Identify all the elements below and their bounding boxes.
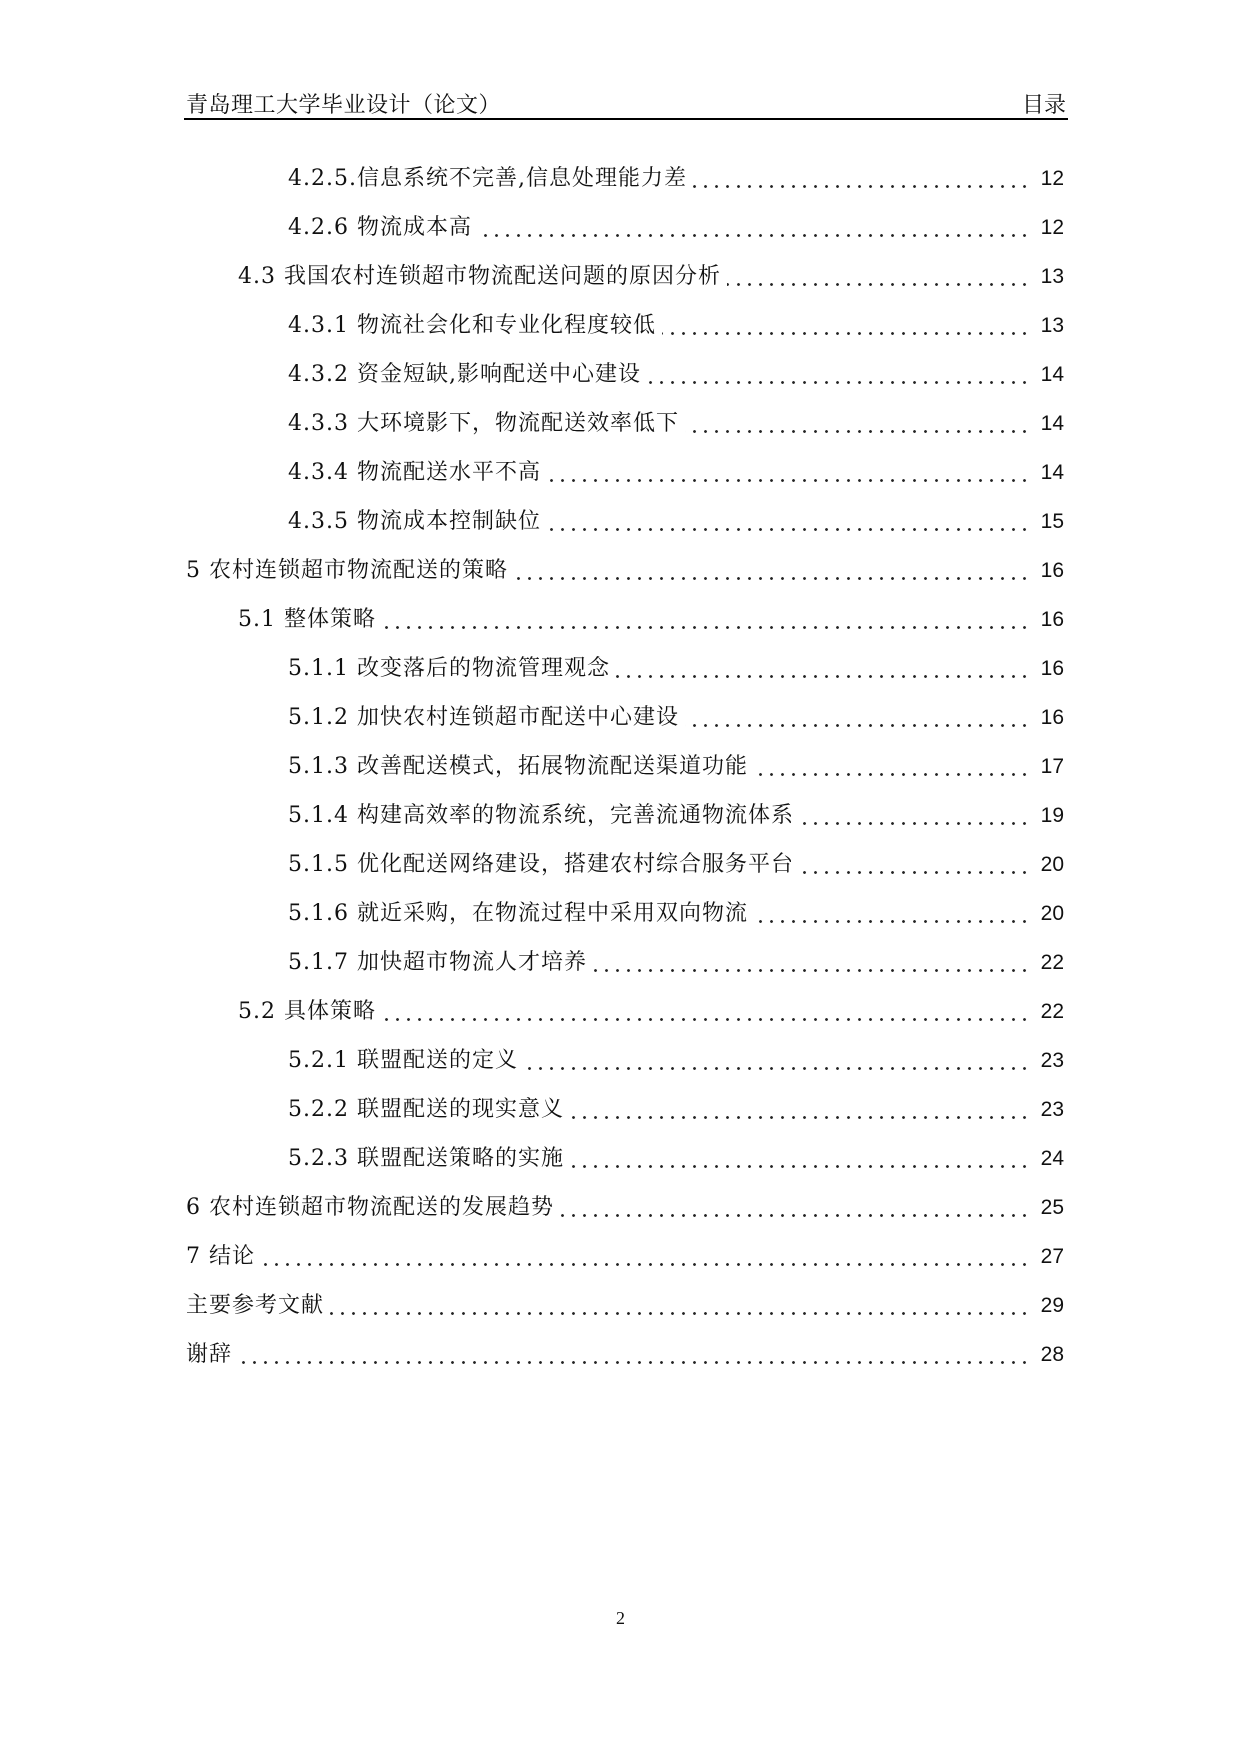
toc-dot-leader [382, 1018, 1030, 1021]
toc-entry-title: 4.3.5 物流成本控制缺位 [288, 508, 541, 534]
toc-entry[interactable] [186, 1085, 1064, 1134]
toc-entry[interactable] [186, 595, 1064, 644]
toc-entry-page: 20 [1040, 852, 1064, 876]
toc-dot-leader [570, 1116, 1030, 1119]
toc-entry[interactable] [186, 252, 1064, 301]
toc-entry-title: 5.1 整体策略 [238, 606, 376, 632]
toc-entry[interactable] [186, 1134, 1064, 1183]
toc-entry[interactable] [186, 1036, 1064, 1085]
toc-entry-page: 27 [1040, 1244, 1064, 1268]
section-header-title: 目录 [1021, 93, 1066, 118]
toc-entry-title: 4.3.3 大环境影下，物流配送效率低下 [288, 410, 679, 436]
toc-entry-title: 5.1.3 改善配送模式，拓展物流配送渠道功能 [288, 753, 748, 779]
toc-entry[interactable] [186, 203, 1064, 252]
toc-entry[interactable] [186, 938, 1064, 987]
toc-entry-page: 16 [1040, 558, 1064, 582]
toc-entry-page: 29 [1040, 1293, 1064, 1317]
toc-entry-title: 谢辞 [186, 1341, 233, 1367]
toc-entry[interactable] [186, 399, 1064, 448]
toc-entry-page: 13 [1040, 313, 1064, 337]
toc-entry[interactable] [186, 154, 1064, 203]
toc-entry-page: 22 [1040, 950, 1064, 974]
toc-entry[interactable] [186, 791, 1064, 840]
toc-entry-page: 23 [1040, 1097, 1064, 1121]
toc-entry-title: 5.1.4 构建高效率的物流系统，完善流通物流体系 [288, 802, 794, 828]
toc-dot-leader [478, 234, 1030, 237]
toc-dot-leader [593, 969, 1030, 972]
toc-entry[interactable] [186, 742, 1064, 791]
table-of-contents [186, 154, 1064, 1379]
toc-entry-title: 5.1.2 加快农村连锁超市配送中心建设 [288, 704, 679, 730]
toc-dot-leader [662, 332, 1030, 335]
toc-entry-page: 24 [1040, 1146, 1064, 1170]
toc-dot-leader [754, 920, 1030, 923]
toc-entry-title: 6 农村连锁超市物流配送的发展趋势 [186, 1194, 554, 1220]
toc-entry-title: 5.2.3 联盟配送策略的实施 [288, 1145, 564, 1171]
toc-entry-page: 14 [1040, 460, 1064, 484]
toc-entry[interactable] [186, 1183, 1064, 1232]
toc-entry-page: 16 [1040, 705, 1064, 729]
toc-entry[interactable] [186, 987, 1064, 1036]
toc-dot-leader [560, 1214, 1030, 1217]
toc-entry-page: 15 [1040, 509, 1064, 533]
toc-entry[interactable] [186, 301, 1064, 350]
toc-entry-page: 22 [1040, 999, 1064, 1023]
thesis-header-title: 青岛理工大学毕业设计（论文） [186, 93, 502, 118]
header-divider [184, 118, 1068, 120]
toc-dot-leader [330, 1312, 1030, 1315]
toc-entry-page: 16 [1040, 656, 1064, 680]
toc-dot-leader [800, 822, 1030, 825]
toc-entry[interactable] [186, 644, 1064, 693]
toc-entry[interactable] [186, 889, 1064, 938]
toc-entry-page: 14 [1040, 411, 1064, 435]
toc-entry-title: 主要参考文献 [186, 1292, 325, 1318]
toc-entry-title: 5.1.6 就近采购，在物流过程中采用双向物流 [288, 900, 748, 926]
toc-entry-page: 25 [1040, 1195, 1064, 1219]
toc-dot-leader [261, 1263, 1030, 1266]
toc-entry[interactable] [186, 1330, 1064, 1379]
toc-dot-leader [547, 479, 1030, 482]
toc-entry-title: 4.3.1 物流社会化和专业化程度较低 [288, 312, 656, 338]
toc-entry-page: 17 [1040, 754, 1064, 778]
toc-entry[interactable] [186, 497, 1064, 546]
toc-entry-page: 12 [1040, 166, 1064, 190]
toc-entry[interactable] [186, 1281, 1064, 1330]
toc-dot-leader [616, 675, 1030, 678]
toc-entry-title: 5.2.2 联盟配送的现实意义 [288, 1096, 564, 1122]
toc-entry-title: 5.1.7 加快超市物流人才培养 [288, 949, 587, 975]
toc-dot-leader [693, 185, 1030, 188]
toc-entry-page: 13 [1040, 264, 1064, 288]
toc-entry-page: 20 [1040, 901, 1064, 925]
toc-dot-leader [514, 577, 1030, 580]
toc-dot-leader [570, 1165, 1030, 1168]
toc-entry-title: 5.1.5 优化配送网络建设，搭建农村综合服务平台 [288, 851, 794, 877]
page-number: 2 [616, 1608, 625, 1628]
toc-entry[interactable] [186, 546, 1064, 595]
toc-entry[interactable] [186, 693, 1064, 742]
toc-dot-leader [647, 381, 1030, 384]
toc-entry-title: 4.2.5.信息系统不完善,信息处理能力差 [288, 165, 687, 191]
toc-dot-leader [727, 283, 1030, 286]
toc-entry-page: 19 [1040, 803, 1064, 827]
toc-dot-leader [382, 626, 1030, 629]
toc-entry[interactable] [186, 350, 1064, 399]
toc-dot-leader [547, 528, 1030, 531]
toc-entry-title: 5 农村连锁超市物流配送的策略 [186, 557, 508, 583]
toc-dot-leader [685, 430, 1030, 433]
toc-dot-leader [524, 1067, 1030, 1070]
toc-entry[interactable] [186, 1232, 1064, 1281]
toc-entry-title: 4.3 我国农村连锁超市物流配送问题的原因分析 [238, 263, 721, 289]
toc-dot-leader [754, 773, 1030, 776]
toc-entry-page: 14 [1040, 362, 1064, 386]
toc-entry-page: 12 [1040, 215, 1064, 239]
toc-entry[interactable] [186, 448, 1064, 497]
toc-entry-page: 16 [1040, 607, 1064, 631]
page-header [186, 86, 1066, 120]
toc-entry-title: 4.3.2 资金短缺,影响配送中心建设 [288, 361, 641, 387]
toc-entry[interactable] [186, 840, 1064, 889]
toc-dot-leader [238, 1361, 1030, 1364]
toc-entry-title: 5.2.1 联盟配送的定义 [288, 1047, 518, 1073]
toc-dot-leader [685, 724, 1030, 727]
toc-entry-title: 4.2.6 物流成本高 [288, 214, 472, 240]
toc-dot-leader [800, 871, 1030, 874]
toc-entry-page: 28 [1040, 1342, 1064, 1366]
toc-entry-title: 7 结论 [186, 1243, 255, 1269]
toc-entry-title: 5.2 具体策略 [238, 998, 376, 1024]
toc-entry-title: 5.1.1 改变落后的物流管理观念 [288, 655, 610, 681]
toc-entry-page: 23 [1040, 1048, 1064, 1072]
toc-entry-title: 4.3.4 物流配送水平不高 [288, 459, 541, 485]
